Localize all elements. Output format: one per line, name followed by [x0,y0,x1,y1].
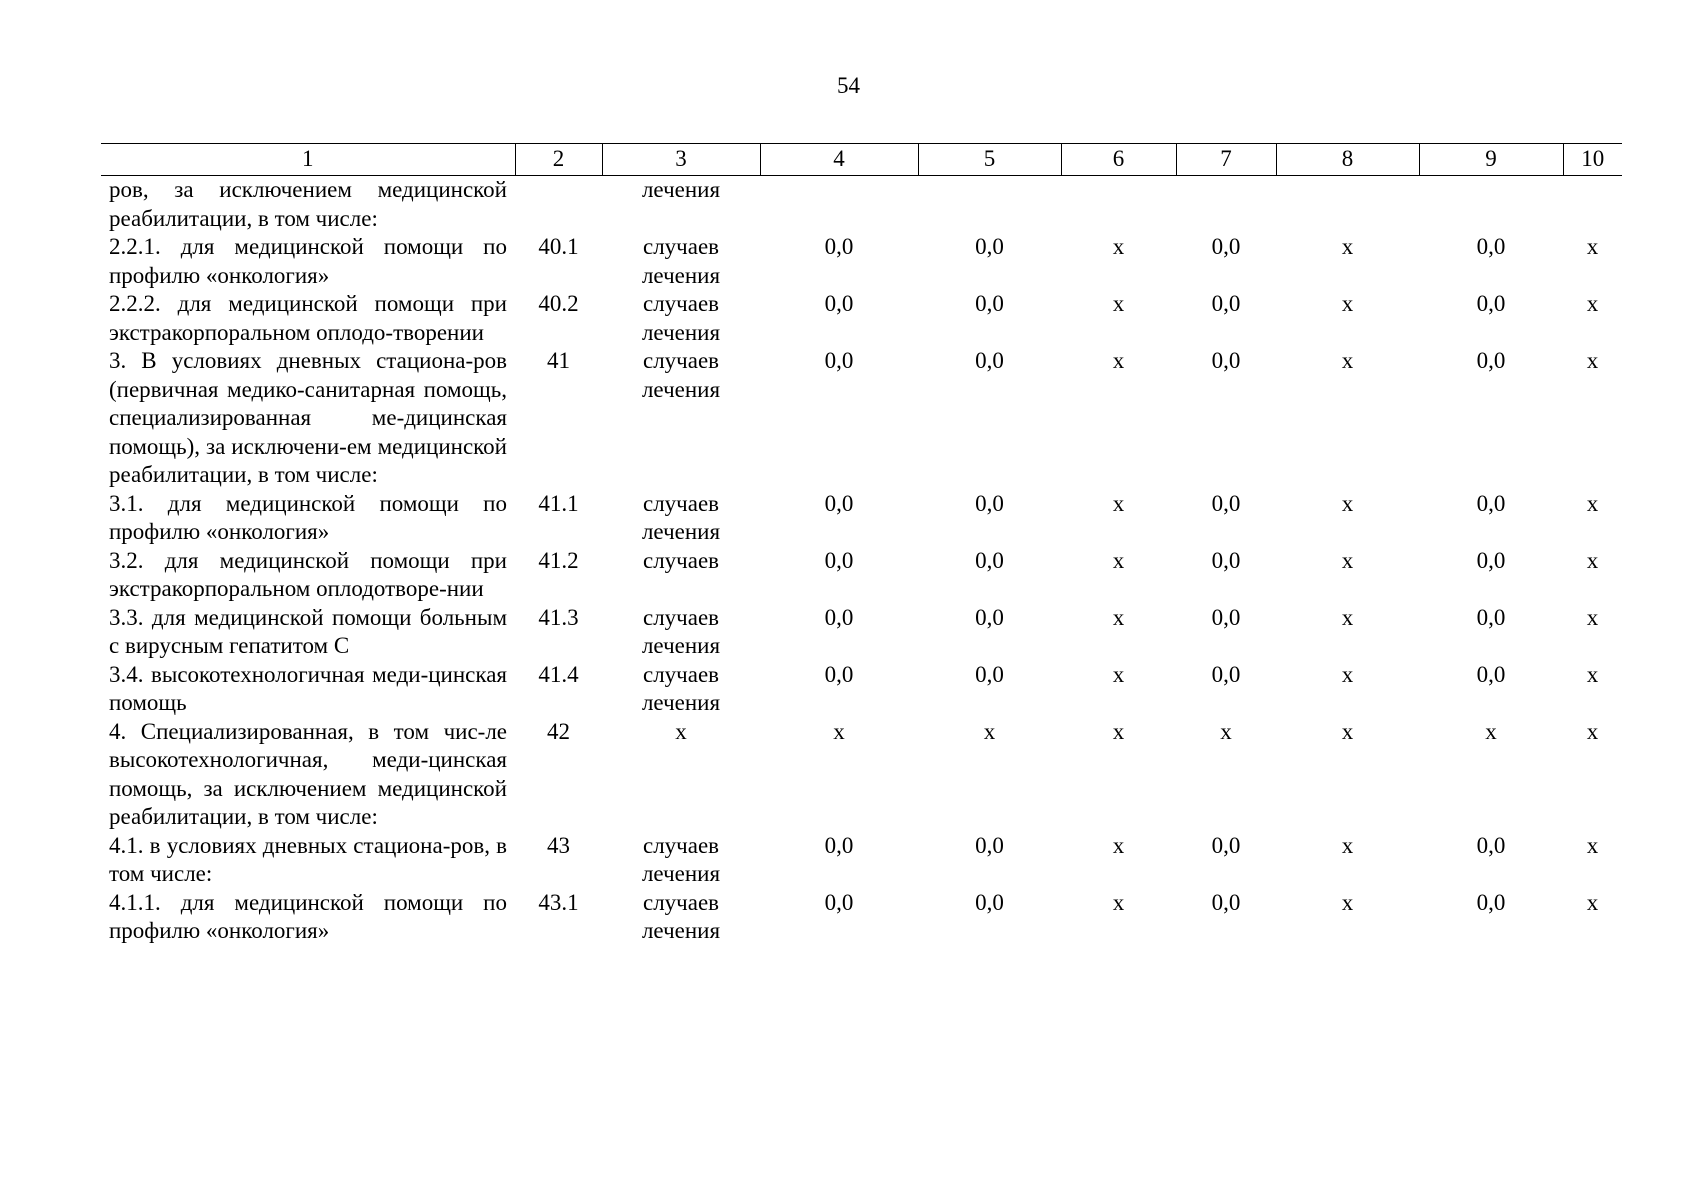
table-cell-col-6: х [1112,490,1125,516]
table-cell-col-5: 0,0 [975,291,1004,316]
table-cell-col-9 [1419,176,1563,234]
table-cell-col-4: 0,0 [824,661,854,687]
table-header-row [101,144,1622,176]
table-cell-col-2: 43 [547,832,570,858]
table-cell-col-6: х [1112,604,1125,630]
table-row [101,347,1622,490]
table-cell-col-10: х [1586,661,1599,687]
table-row [101,490,1622,547]
table-cell-col-3: случаев лечения [641,291,721,345]
table-cell-col-7: 0,0 [1211,291,1241,316]
table-cell-col-4: 0,0 [824,234,854,259]
table-cell-col-4 [760,176,918,234]
table-cell-col-6: х [1112,547,1125,573]
table-cell-col-6: х [1112,661,1125,687]
table-cell-col-7 [1176,176,1276,234]
table-row [101,661,1622,718]
column-header: 6 [1061,144,1176,176]
table-cell-col-6: х [1112,291,1125,316]
table-cell-col-9: 0,0 [1476,889,1506,915]
table-cell-col-3: случаев лечения [641,234,721,288]
table-cell-col-5: 0,0 [975,490,1004,516]
table-row [101,233,1622,290]
table-cell-col-1: 2.2.2. для медицинской помощи при экстракорпоральном оплодо-творении [109,291,507,345]
table-cell-col-4: 0,0 [824,832,854,858]
table-cell-col-5: х [983,718,996,744]
table-cell-col-7: 0,0 [1211,661,1241,687]
table-cell-col-6: х [1112,234,1125,259]
table-cell-col-7: 0,0 [1211,604,1241,630]
table-cell-col-7: х [1220,718,1232,744]
table-row [101,718,1622,832]
table-cell-col-10: х [1586,291,1599,316]
table-cell-col-1: 3.1. для медицинской помощи по профилю «онкология» [109,490,507,544]
table-cell-col-5: 0,0 [975,348,1004,373]
table-cell-col-6 [1061,176,1176,234]
table-cell-col-7: 0,0 [1211,832,1241,858]
table-cell-col-10: х [1586,718,1599,744]
table-cell-col-5: 0,0 [975,889,1004,915]
table-cell-col-9: 0,0 [1476,547,1506,573]
page-number: 54 [837,73,860,98]
table-cell-col-8: х [1341,832,1354,858]
table-cell-col-4: 0,0 [824,348,854,373]
table-cell-col-6: х [1112,832,1125,858]
table-cell-col-9: 0,0 [1476,348,1506,373]
table-cell-col-9: 0,0 [1476,832,1506,858]
table-cell-col-1: 3.4. высокотехнологичная меди-цинская помощь [109,661,507,715]
table-cell-col-4: 0,0 [824,547,854,573]
table-cell-col-1: 3.2. для медицинской помощи при экстракорпоральном оплодотворе-нии [109,547,507,601]
table-cell-col-2: 41.3 [538,604,579,630]
table-cell-col-7: 0,0 [1211,234,1241,259]
table-cell-col-7: 0,0 [1211,547,1241,573]
data-table [101,143,1622,946]
table-cell-col-5: 0,0 [975,234,1004,259]
table-cell-col-5: 0,0 [975,604,1004,630]
table-cell-col-3: лечения [641,177,721,202]
table-cell-col-5: 0,0 [975,832,1004,858]
column-header: 10 [1563,144,1622,176]
table-cell-col-8: х [1341,604,1354,630]
table-cell-col-9: 0,0 [1476,490,1506,516]
table-cell-col-1: 4.1.1. для медицинской помощи по профилю «онкология» [109,889,507,943]
table-cell-col-8: х [1341,490,1354,516]
table-cell-col-8 [1276,176,1419,234]
table-cell-col-7: 0,0 [1211,889,1241,915]
table-cell-col-10: х [1586,234,1599,259]
column-header: 4 [760,144,918,176]
table-cell-col-3: случаев лечения [641,604,721,658]
table-cell-col-5: 0,0 [975,547,1004,573]
table-cell-col-10 [1563,176,1622,234]
table-cell-col-2: 41.1 [538,490,579,516]
table-cell-col-2: 40.1 [538,234,579,259]
table-row [101,176,1622,234]
table-cell-col-6: х [1112,889,1125,915]
table-row [101,832,1622,889]
table-cell-col-8: х [1341,718,1354,744]
table-cell-col-9: 0,0 [1476,234,1506,259]
table-cell-col-4: 0,0 [824,604,854,630]
table-cell-col-4: х [833,718,845,744]
table-cell-col-4: 0,0 [824,490,854,516]
table-cell-col-3: случаев лечения [641,348,721,402]
table-cell-col-2: 43.1 [538,889,579,915]
table-body [101,176,1622,946]
table-cell-col-8: х [1341,661,1354,687]
table-cell-col-8: х [1341,348,1354,373]
table-cell-col-6: х [1112,718,1125,744]
table-cell-col-5: 0,0 [975,661,1004,687]
table-cell-col-3: случаев лечения [641,661,721,715]
column-header: 8 [1276,144,1419,176]
table-row [101,547,1622,604]
table-row [101,604,1622,661]
table-cell-col-10: х [1586,490,1599,516]
table-cell-col-1: 4.1. в условиях дневных стациона-ров, в том числе: [109,832,507,886]
table-cell-col-2: 41.4 [538,661,579,687]
table-cell-col-4: 0,0 [824,291,854,316]
table-cell-col-1: 4. Специализированная, в том чис-ле высокотехнологичная, меди-цинская помощь, за исключением медицинской реабилитации, в том числе: [109,718,507,829]
column-header: 3 [602,144,760,176]
table-cell-col-3: случаев лечения [641,490,721,544]
table-row [101,290,1622,347]
table-cell-col-2: 41 [547,348,570,373]
column-header: 7 [1176,144,1276,176]
table-cell-col-5 [918,176,1061,234]
table-cell-col-10: х [1586,547,1599,573]
table-cell-col-8: х [1341,291,1354,316]
table-cell-col-7: 0,0 [1211,348,1241,373]
table-cell-col-1: ров, за исключением медицинской реабилитации, в том числе: [109,177,507,231]
table-cell-col-2: 40.2 [538,291,579,316]
column-header: 9 [1419,144,1563,176]
table-cell-col-2: 41.2 [538,547,579,573]
table-cell-col-3: х [675,718,687,744]
table-cell-col-10: х [1586,889,1599,915]
table-cell-col-9: 0,0 [1476,604,1506,630]
table-cell-col-4: 0,0 [824,889,854,915]
table-cell-col-3: случаев лечения [641,832,721,886]
table-cell-col-10: х [1586,832,1599,858]
table-row [101,889,1622,946]
table-cell-col-10: х [1586,604,1599,630]
column-header: 5 [918,144,1061,176]
table-cell-col-3: случаев лечения [641,889,721,943]
table-cell-col-8: х [1341,889,1354,915]
table-cell-col-10: х [1586,348,1599,373]
table-cell-col-6: х [1112,348,1125,373]
table-cell-col-9: 0,0 [1476,661,1506,687]
column-header: 2 [515,144,602,176]
table-cell-col-3: случаев [642,547,720,573]
column-header: 1 [101,144,515,176]
table-cell-col-1: 3. В условиях дневных стациона-ров (первичная медико-санитарная помощь, специализированная ме-дицинская помощь), за исключени-ем медицинской реабилитации, в том числе: [109,348,507,487]
table-cell-col-8: х [1341,547,1354,573]
table-cell-col-9: 0,0 [1476,291,1506,316]
table-cell-col-2: 42 [547,718,570,744]
table-cell-col-1: 2.2.1. для медицинской помощи по профилю «онкология» [109,234,507,288]
table-cell-col-7: 0,0 [1211,490,1241,516]
table-cell-col-8: х [1341,234,1354,259]
table-cell-col-2 [515,176,602,234]
table-cell-col-9: х [1485,718,1497,744]
table-cell-col-1: 3.3. для медицинской помощи больным с вирусным гепатитом С [109,604,507,658]
